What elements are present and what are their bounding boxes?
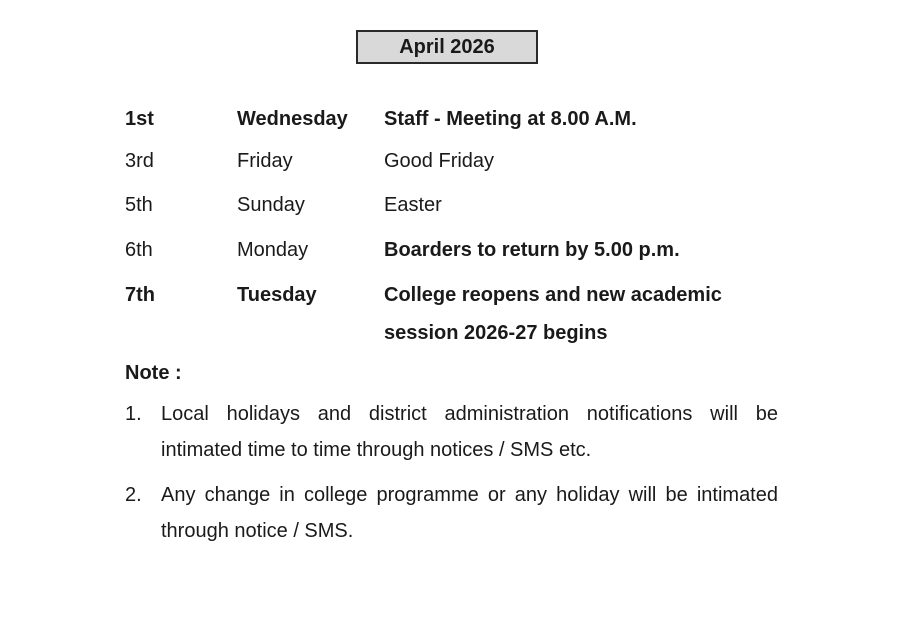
note-text: Any change in college programme or any holiday will be intimated through notice / SMS. (161, 484, 778, 542)
event-date: 3rd (125, 150, 154, 172)
event-description: Easter (384, 194, 442, 216)
event-day: Tuesday (237, 284, 317, 306)
event-row-1st (0, 108, 900, 138)
event-day: Monday (237, 239, 309, 261)
note-number: 2. (125, 484, 142, 506)
event-row-3rd (0, 150, 900, 180)
event-date: 5th (125, 194, 153, 216)
event-description: Staff - Meeting at 8.00 A.M. (384, 108, 637, 130)
event-description: College reopens and new academic (384, 284, 722, 306)
event-date: 1st (125, 108, 154, 130)
event-day: Sunday (237, 194, 305, 216)
note-title: Note : (125, 362, 182, 384)
event-day: Friday (237, 150, 293, 172)
event-row-5th (0, 194, 900, 224)
event-description-continued: session 2026-27 begins (384, 322, 608, 344)
event-date: 6th (125, 239, 153, 261)
event-description: Good Friday (384, 150, 495, 172)
event-day: Wednesday (237, 108, 348, 130)
event-date: 7th (125, 284, 155, 306)
note-number: 1. (125, 403, 142, 425)
note-text: Local holidays and district administration notifications will be intimated time to time through notices / SMS etc. (161, 403, 778, 461)
event-row-6th (0, 239, 900, 269)
month-heading: April 2026 (356, 30, 538, 64)
event-description: Boarders to return by 5.00 p.m. (384, 239, 680, 261)
event-row-7th (0, 284, 900, 314)
